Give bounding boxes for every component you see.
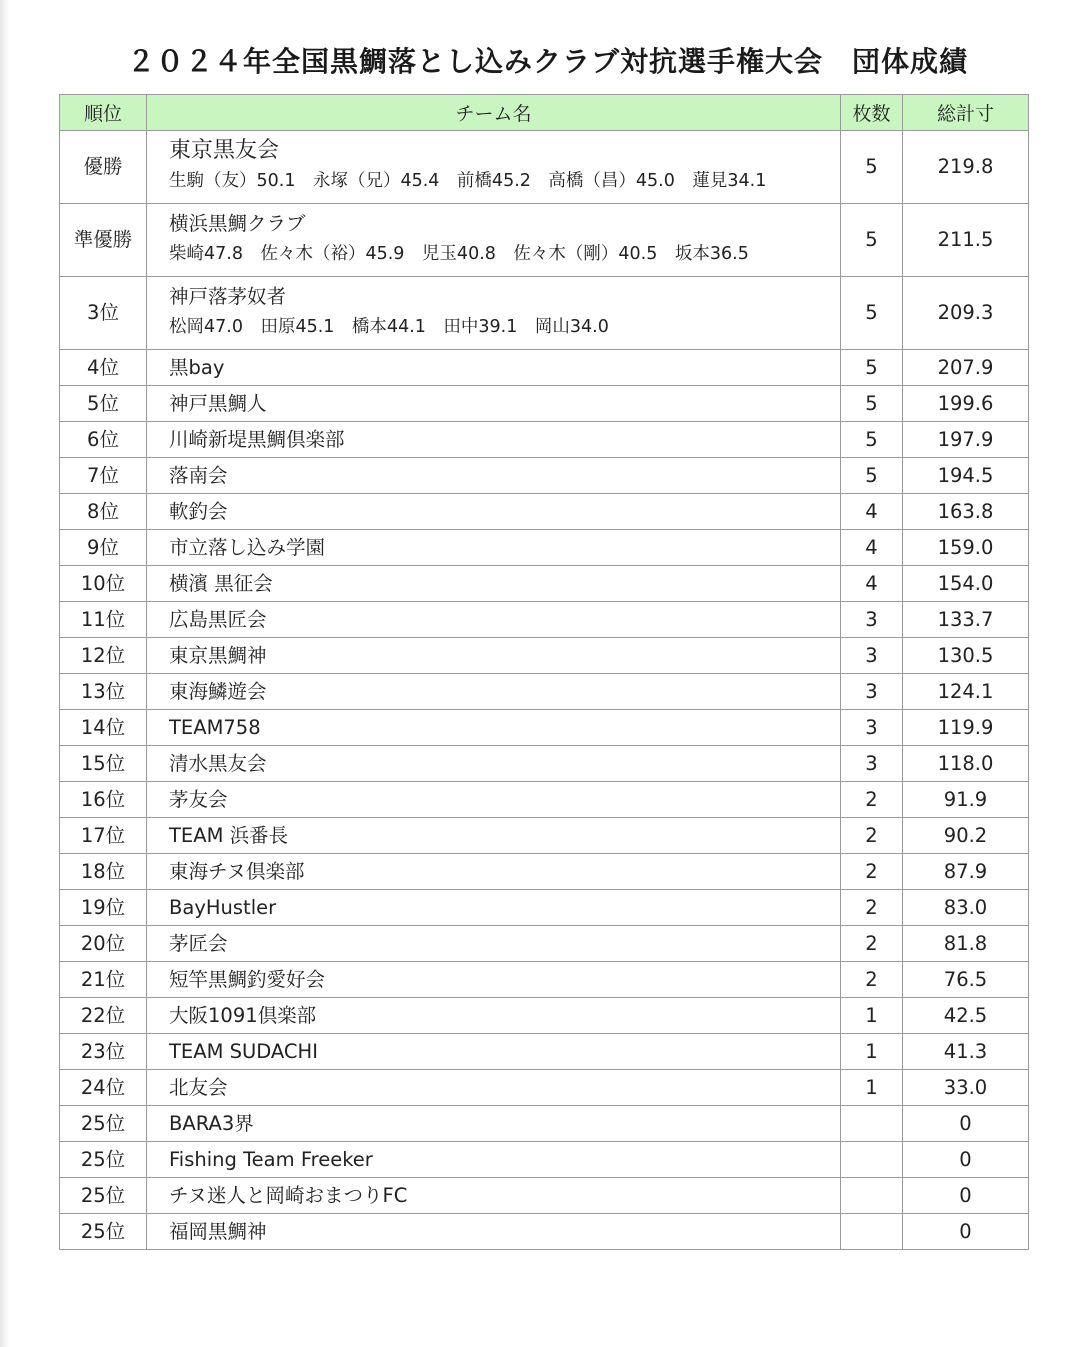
total-cell: 0: [903, 1178, 1029, 1214]
count-cell: 5: [841, 277, 903, 350]
table-row: [60, 458, 1029, 494]
table-row: [60, 1178, 1029, 1214]
team-members: 生駒（友）50.1 永塚（兄）45.4 前橋45.2 高橋（昌）45.0 蓮見34.1: [169, 171, 767, 191]
count-cell: [841, 1214, 903, 1250]
team-cell: 川崎新堤黒鯛倶楽部: [147, 422, 841, 458]
team-cell: 東京黒鯛神: [147, 638, 841, 674]
total-cell: 163.8: [903, 494, 1029, 530]
count-cell: 3: [841, 638, 903, 674]
team-name: 神戸落茅奴者: [169, 285, 287, 308]
total-cell: 154.0: [903, 566, 1029, 602]
count-cell: 5: [841, 131, 903, 204]
total-cell: 87.9: [903, 854, 1029, 890]
rank-cell: 25位: [60, 1178, 147, 1214]
total-cell: 76.5: [903, 962, 1029, 998]
total-cell: 199.6: [903, 386, 1029, 422]
table-row: [60, 890, 1029, 926]
table-row: [60, 782, 1029, 818]
table-row: [60, 854, 1029, 890]
rank-cell: 6位: [60, 422, 147, 458]
team-name: 横浜黒鯛クラブ: [169, 212, 306, 235]
count-cell: 5: [841, 204, 903, 277]
rank-cell: 21位: [60, 962, 147, 998]
table-row: [60, 566, 1029, 602]
team-cell: TEAM SUDACHI: [147, 1034, 841, 1070]
team-cell: 軟釣会: [147, 494, 841, 530]
table-header-row: [60, 95, 1029, 131]
team-cell: 茅匠会: [147, 926, 841, 962]
count-cell: 5: [841, 386, 903, 422]
page-title: ２０２４年全国黒鯛落とし込みクラブ対抗選手権大会 団体成績: [126, 45, 968, 78]
total-cell: 0: [903, 1142, 1029, 1178]
rank-cell: 18位: [60, 854, 147, 890]
total-cell: 118.0: [903, 746, 1029, 782]
count-cell: 4: [841, 566, 903, 602]
total-cell: 130.5: [903, 638, 1029, 674]
table-row: [60, 530, 1029, 566]
header-team: チーム名: [147, 95, 841, 131]
rank-cell: 25位: [60, 1106, 147, 1142]
table-row: [60, 638, 1029, 674]
team-cell: 茅友会: [147, 782, 841, 818]
rank-cell: 優勝: [60, 131, 147, 204]
team-members: 松岡47.0 田原45.1 橋本44.1 田中39.1 岡山34.0: [169, 317, 609, 337]
total-cell: 81.8: [903, 926, 1029, 962]
table-row: [60, 1070, 1029, 1106]
total-cell: 41.3: [903, 1034, 1029, 1070]
table-row: [60, 818, 1029, 854]
count-cell: 2: [841, 782, 903, 818]
rank-cell: 24位: [60, 1070, 147, 1106]
total-cell: 42.5: [903, 998, 1029, 1034]
total-cell: 119.9: [903, 710, 1029, 746]
total-cell: 211.5: [903, 204, 1029, 277]
table-row: [60, 1142, 1029, 1178]
total-cell: 0: [903, 1106, 1029, 1142]
team-cell: 神戸黒鯛人: [147, 386, 841, 422]
rank-cell: 13位: [60, 674, 147, 710]
count-cell: [841, 1106, 903, 1142]
team-cell: TEAM 浜番長: [147, 818, 841, 854]
total-cell: 159.0: [903, 530, 1029, 566]
table-row-winner: [60, 131, 1029, 204]
rank-cell: 16位: [60, 782, 147, 818]
table-row: [60, 350, 1029, 386]
rank-cell: 20位: [60, 926, 147, 962]
team-cell: 落南会: [147, 458, 841, 494]
team-cell: [147, 277, 841, 350]
rank-cell: 10位: [60, 566, 147, 602]
count-cell: 4: [841, 530, 903, 566]
team-cell: BARA3界: [147, 1106, 841, 1142]
table-row: [60, 386, 1029, 422]
team-cell: 清水黒友会: [147, 746, 841, 782]
count-cell: [841, 1178, 903, 1214]
team-cell: 短竿黒鯛釣愛好会: [147, 962, 841, 998]
team-cell: チヌ迷人と岡崎おまつりFC: [147, 1178, 841, 1214]
table-row: [60, 746, 1029, 782]
table-row: [60, 1034, 1029, 1070]
count-cell: 3: [841, 674, 903, 710]
team-cell: 東海鱗遊会: [147, 674, 841, 710]
total-cell: 91.9: [903, 782, 1029, 818]
rank-cell: 14位: [60, 710, 147, 746]
team-cell: TEAM758: [147, 710, 841, 746]
team-cell: [147, 131, 841, 204]
table-row: [60, 494, 1029, 530]
team-name: 東京黒友会: [169, 138, 280, 163]
table-row: [60, 926, 1029, 962]
table-row-third: [60, 277, 1029, 350]
total-cell: 133.7: [903, 602, 1029, 638]
count-cell: 3: [841, 746, 903, 782]
rank-cell: 15位: [60, 746, 147, 782]
total-cell: 197.9: [903, 422, 1029, 458]
count-cell: 1: [841, 1070, 903, 1106]
rank-cell: 25位: [60, 1142, 147, 1178]
count-cell: 5: [841, 422, 903, 458]
count-cell: 3: [841, 602, 903, 638]
rank-cell: 9位: [60, 530, 147, 566]
rank-cell: 準優勝: [60, 204, 147, 277]
rank-cell: 8位: [60, 494, 147, 530]
team-cell: 市立落し込み学園: [147, 530, 841, 566]
total-cell: 207.9: [903, 350, 1029, 386]
team-cell: 北友会: [147, 1070, 841, 1106]
total-cell: 209.3: [903, 277, 1029, 350]
rank-cell: 4位: [60, 350, 147, 386]
count-cell: 5: [841, 350, 903, 386]
table-row: [60, 422, 1029, 458]
table-row: [60, 998, 1029, 1034]
table-row: [60, 710, 1029, 746]
team-cell: 広島黒匠会: [147, 602, 841, 638]
team-cell: 東海チヌ倶楽部: [147, 854, 841, 890]
team-members: 柴崎47.8 佐々木（裕）45.9 児玉40.8 佐々木（剛）40.5 坂本36.5: [169, 244, 749, 264]
count-cell: 2: [841, 818, 903, 854]
total-cell: 219.8: [903, 131, 1029, 204]
table-row: [60, 962, 1029, 998]
header-rank: 順位: [60, 95, 147, 131]
rank-cell: 5位: [60, 386, 147, 422]
header-total: 総計寸: [903, 95, 1029, 131]
team-cell: 黒bay: [147, 350, 841, 386]
count-cell: 2: [841, 962, 903, 998]
count-cell: 5: [841, 458, 903, 494]
table-row: [60, 1214, 1029, 1250]
table-row: [60, 1106, 1029, 1142]
count-cell: [841, 1142, 903, 1178]
rank-cell: 22位: [60, 998, 147, 1034]
count-cell: 2: [841, 854, 903, 890]
table-row: [60, 602, 1029, 638]
rank-cell: 25位: [60, 1214, 147, 1250]
rank-cell: 7位: [60, 458, 147, 494]
total-cell: 124.1: [903, 674, 1029, 710]
team-cell: Fishing Team Freeker: [147, 1142, 841, 1178]
results-table: [59, 94, 1029, 1250]
count-cell: 1: [841, 998, 903, 1034]
rank-cell: 11位: [60, 602, 147, 638]
table-row: [60, 674, 1029, 710]
total-cell: 90.2: [903, 818, 1029, 854]
count-cell: 4: [841, 494, 903, 530]
page-edge-shadow: [0, 0, 10, 1347]
team-cell: [147, 204, 841, 277]
rank-cell: 19位: [60, 890, 147, 926]
count-cell: 3: [841, 710, 903, 746]
rank-cell: 12位: [60, 638, 147, 674]
total-cell: 33.0: [903, 1070, 1029, 1106]
team-cell: 横濱 黒征会: [147, 566, 841, 602]
rank-cell: 3位: [60, 277, 147, 350]
team-cell: BayHustler: [147, 890, 841, 926]
total-cell: 194.5: [903, 458, 1029, 494]
count-cell: 2: [841, 926, 903, 962]
team-cell: 福岡黒鯛神: [147, 1214, 841, 1250]
total-cell: 83.0: [903, 890, 1029, 926]
total-cell: 0: [903, 1214, 1029, 1250]
rank-cell: 17位: [60, 818, 147, 854]
count-cell: 1: [841, 1034, 903, 1070]
header-count: 枚数: [841, 95, 903, 131]
rank-cell: 23位: [60, 1034, 147, 1070]
table-row-runner-up: [60, 204, 1029, 277]
count-cell: 2: [841, 890, 903, 926]
team-cell: 大阪1091倶楽部: [147, 998, 841, 1034]
